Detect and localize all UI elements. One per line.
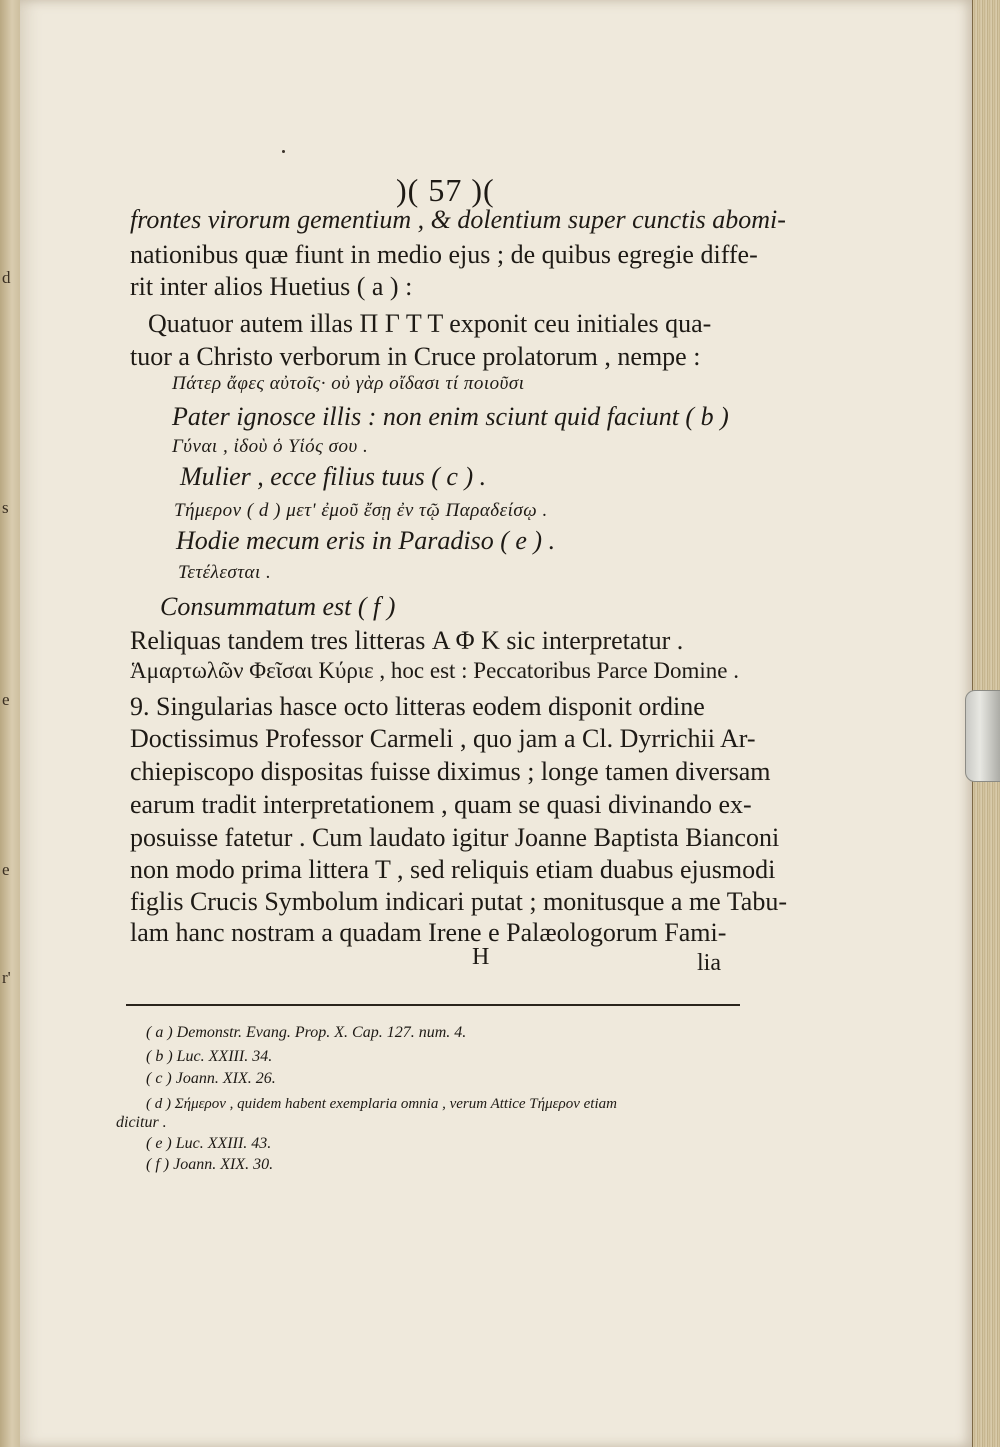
body-line: tuor a Christo verborum in Cruce prolatorum , nempe :: [130, 342, 701, 371]
margin-fragment: r': [2, 968, 11, 987]
body-line: chiepiscopo dispositas fuisse diximus ; longe tamen diversam: [130, 757, 771, 786]
catchword: lia: [697, 950, 721, 976]
margin-fragment: d: [2, 268, 11, 287]
body-line: earum tradit interpretationem , quam se quasi divinando ex-: [130, 790, 752, 819]
body-line: figlis Crucis Symbolum indicari putat ; monitusque a me Tabu-: [130, 887, 788, 916]
facing-page-edge: [0, 0, 21, 1447]
greek-quotation: Τετέλεσται .: [178, 562, 272, 583]
body-line: posuisse fatetur . Cum laudato igitur Joanne Baptista Bianconi: [130, 823, 780, 852]
body-line: Doctissimus Professor Carmeli , quo jam a Cl. Dyrrichii Ar-: [130, 724, 756, 753]
footnote: ( a ) Demonstr. Evang. Prop. X. Cap. 127. num. 4.: [146, 1024, 467, 1041]
greek-quotation: Γύναι , ἰδοὺ ὁ Υἱός σου .: [172, 436, 369, 457]
body-line: rit inter alios Huetius ( a ) :: [130, 272, 413, 301]
body-line: nationibus quæ fiunt in medio ejus ; de quibus egregie diffe-: [130, 240, 758, 269]
greek-quotation: Τήμερον ( d ) μετ' ἐμοῦ ἔσῃ ἐν τῷ Παραδείσῳ .: [174, 500, 548, 521]
body-line: Ἁμαρτωλῶν Φεῖσαι Κύριε , hoc est : Peccatoribus Parce Domine .: [130, 658, 739, 683]
body-line: non modo prima littera T , sed reliquis etiam duabus ejusmodi: [130, 855, 776, 884]
body-line: lam hanc nostram a quadam Irene e Palæologorum Fami-: [130, 918, 727, 947]
footnote-continuation: dicitur .: [116, 1114, 167, 1131]
footnote: ( d ) Σήμερον , quidem habent exemplaria omnia , verum Attice Τήμερον etiam: [146, 1096, 617, 1112]
signature-mark: H: [472, 944, 490, 970]
latin-quotation: Consummatum est ( f ): [160, 592, 396, 621]
body-line: Quatuor autem illas Π Γ Τ Τ exponit ceu initiales qua-: [148, 309, 712, 338]
footnote: ( b ) Luc. XXIII. 34.: [146, 1048, 273, 1065]
footnote: ( e ) Luc. XXIII. 43.: [146, 1135, 272, 1152]
footnote: ( c ) Joann. XIX. 26.: [146, 1070, 276, 1087]
margin-fragment: s: [2, 498, 9, 517]
latin-quotation: Hodie mecum eris in Paradiso ( e ) .: [176, 526, 556, 555]
paragraph-9-start: 9. Singularias hasce octo litteras eodem disponit ordine: [130, 692, 705, 721]
footnote: ( f ) Joann. XIX. 30.: [146, 1156, 274, 1173]
latin-quotation: Pater ignosce illis : non enim sciunt quid faciunt ( b ): [172, 402, 729, 431]
page-tab-marker: [965, 690, 1000, 782]
greek-quotation: Πάτερ ἄφες αὐτοῖς· οὐ γὰρ οἴδασι τί ποιοῦσι: [172, 373, 525, 394]
footnote-rule: [126, 1004, 740, 1006]
ink-speck: [282, 150, 285, 153]
latin-quotation: Mulier , ecce filius tuus ( c ) .: [180, 462, 487, 491]
page-header: )( 57 )(: [396, 172, 495, 208]
body-line: frontes virorum gementium , & dolentium super cunctis abomi-: [130, 205, 786, 234]
body-line: Reliquas tandem tres litteras Α Φ Κ sic interpretatur .: [130, 626, 684, 655]
margin-fragment: e: [2, 690, 10, 709]
margin-fragment: e: [2, 860, 10, 879]
